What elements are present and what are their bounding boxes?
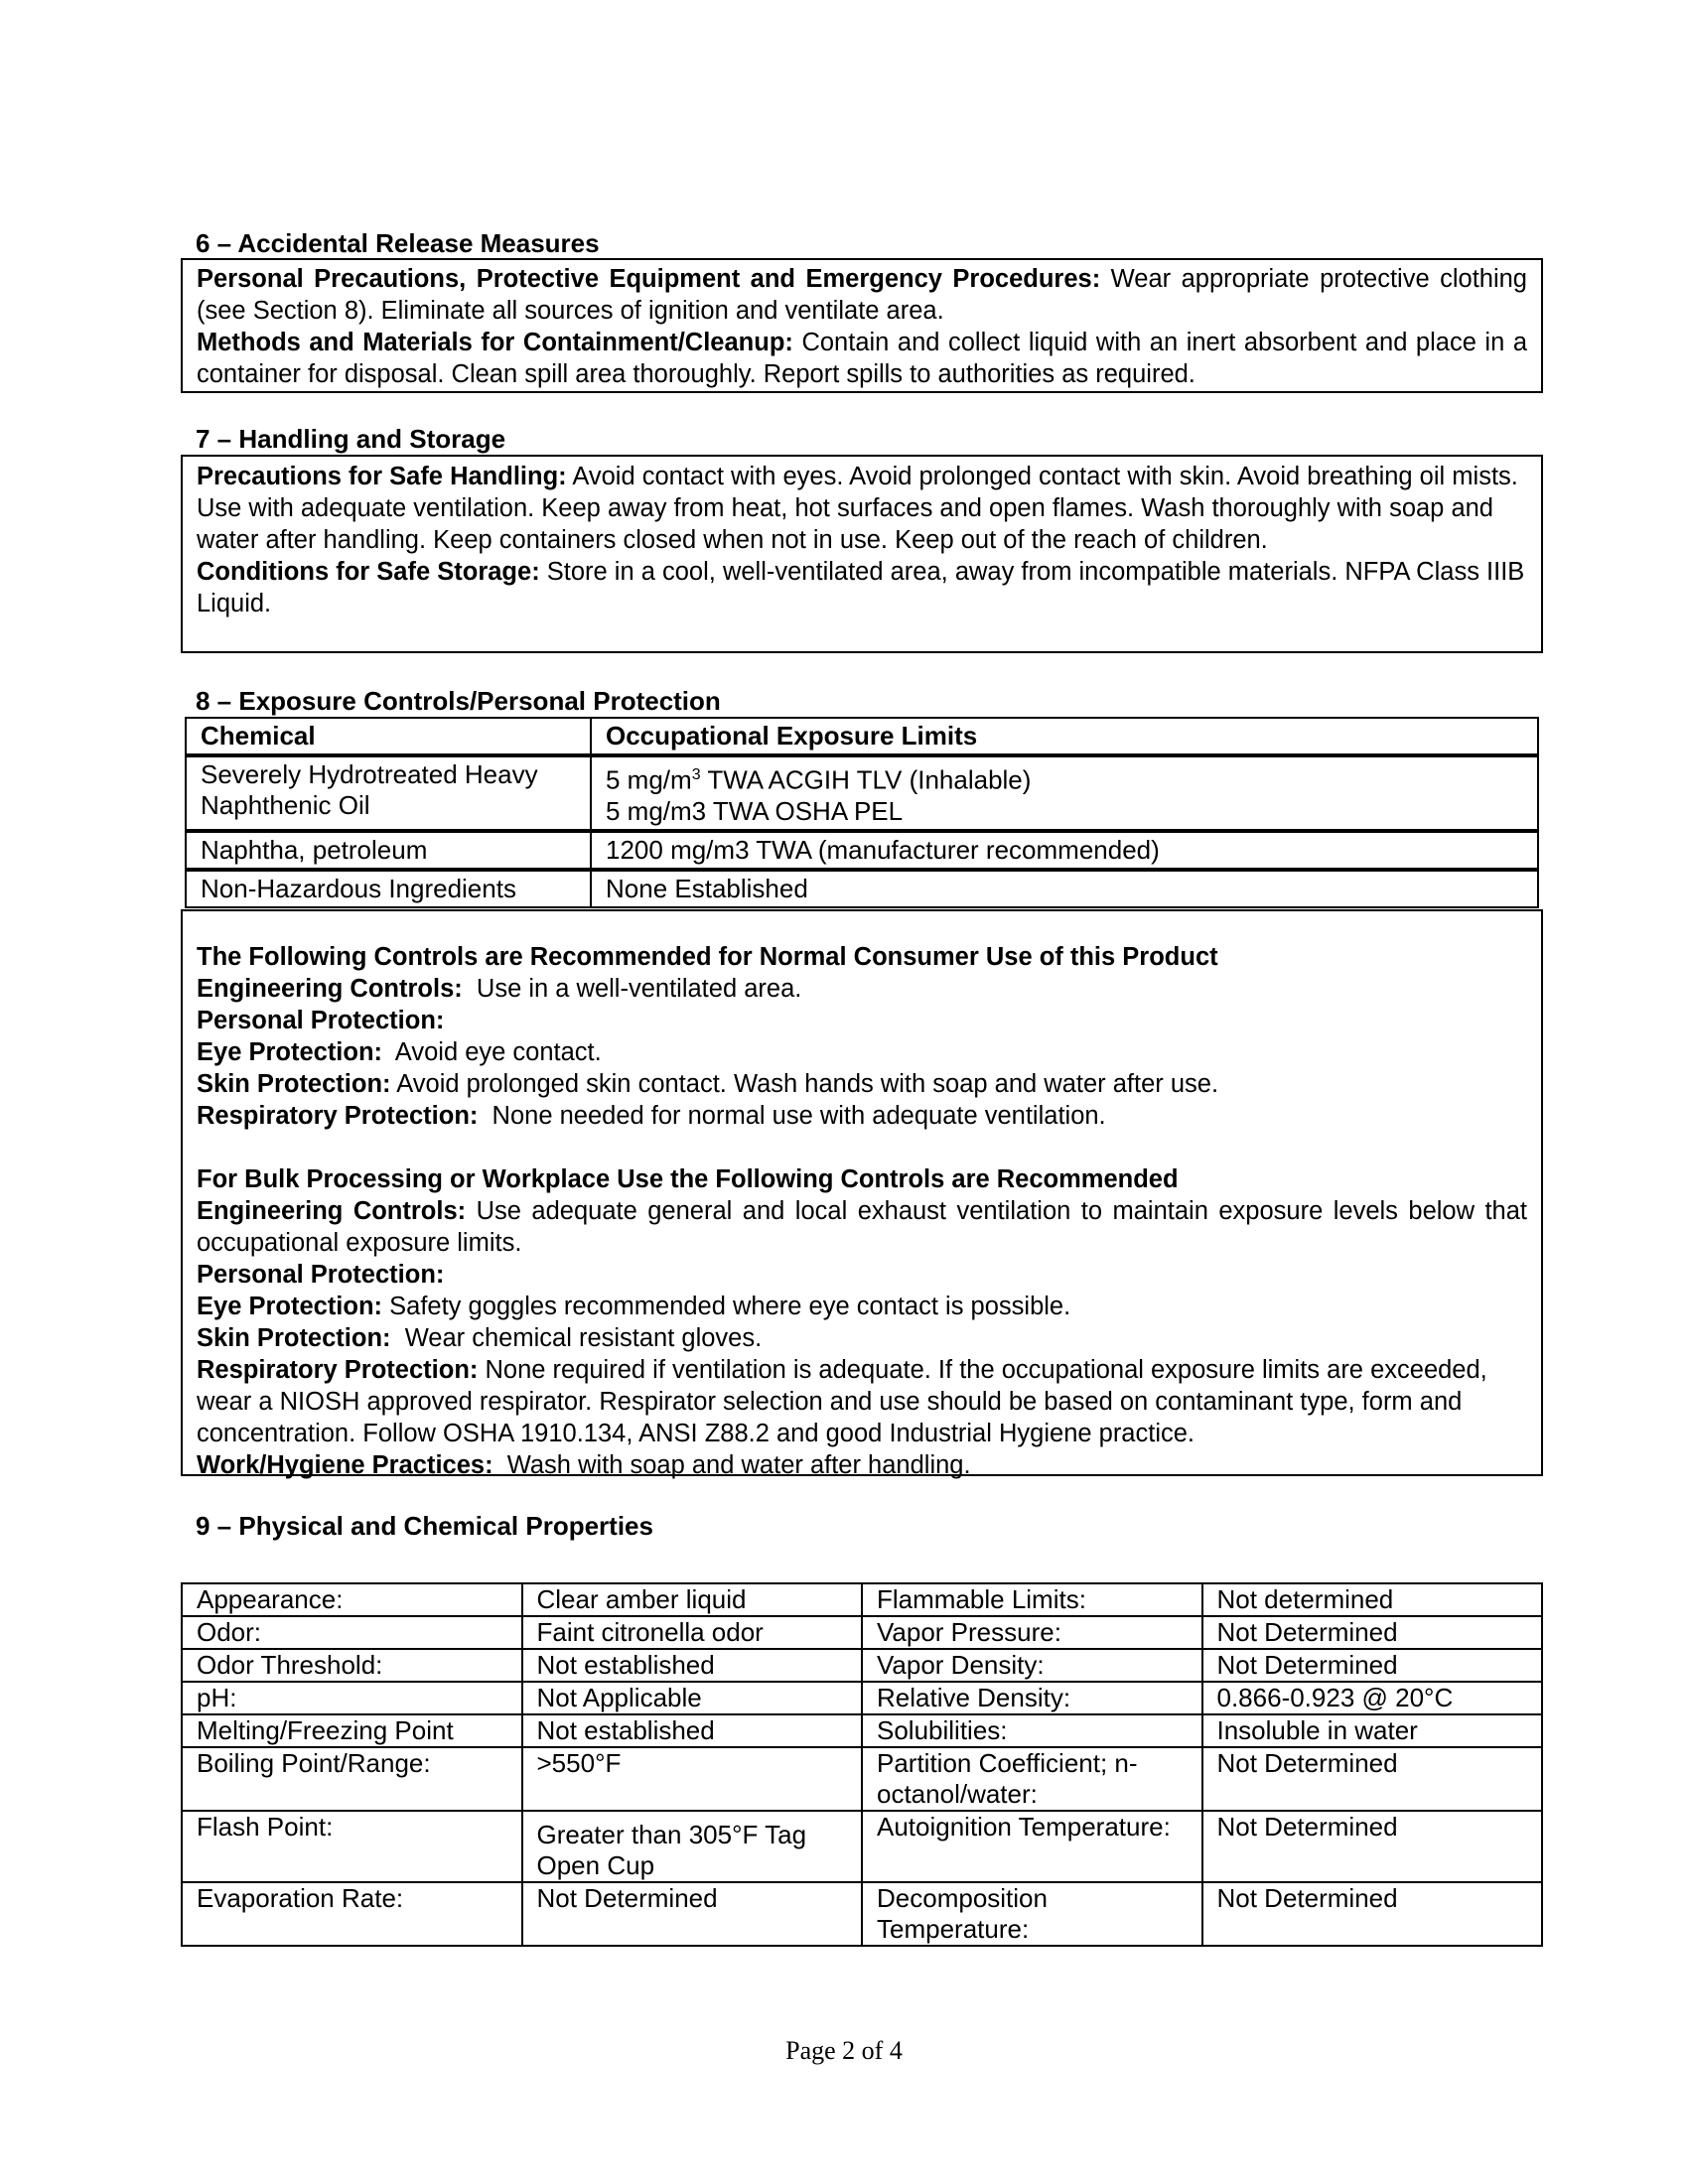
spacer [197,1132,1527,1163]
consumer-engineering [197,973,1527,1005]
table-row [182,1747,1542,1811]
property-value-cell: Greater than 305°F Tag Open Cup [522,1811,863,1882]
exposure-table-header-row [186,718,1538,755]
table-row [186,831,1538,870]
bulk-skin-text: Wear chemical resistant gloves. [390,1324,763,1352]
section-8-controls-box [181,909,1543,1479]
property-name-cell: Evaporation Rate: [182,1882,522,1946]
bulk-personal-protection [197,1259,1527,1291]
exposure-limit-line [606,759,1523,796]
property-name-cell: pH: [182,1682,522,1714]
property-name-cell: Decomposition Temperature: [862,1882,1202,1946]
exposure-limit-pre: 5 mg/m [606,764,692,795]
exposure-chemical-cell: Naphtha, petroleum [186,831,591,870]
section-7-handling-text: Avoid contact with eyes. Avoid prolonged contact with skin. Avoid breathing oil mists. Use with adequate ventilation. Keep away from heat, hot surfaces and open flames. Wash thoroughly with soap and water after handling. Keep containers closed when not in use. Keep out of the reach of children. [197,463,1518,554]
consumer-heading-text: The Following Controls are Recommended for Normal Consumer Use of this Product [197,943,1218,971]
consumer-skin-label: Skin Protection: [197,1070,391,1098]
section-6-containment-text: Contain and collect liquid with an inert absorbent and place in a container for disposal. Clean spill area thoroughly. Report spills to authorities as required. [197,329,1528,388]
section-6-precautions-label: Personal Precautions, Protective Equipment and Emergency Procedures: [197,265,1101,293]
property-value-cell: 0.866-0.923 @ 20°C [1202,1682,1543,1714]
bulk-engineering-text: Use adequate general and local exhaust ventilation to maintain exposure levels below that occupational exposure limits. [197,1197,1528,1257]
consumer-eye-text: Avoid eye contact. [382,1038,602,1066]
property-value-cell: Not determined [1202,1583,1543,1616]
consumer-skin [197,1068,1527,1100]
property-name-cell: Odor: [182,1616,522,1649]
property-name-cell: Boiling Point/Range: [182,1747,522,1811]
physical-properties-table [181,1582,1543,1947]
property-name-cell: Odor Threshold: [182,1649,522,1682]
property-name-cell: Relative Density: [862,1682,1202,1714]
property-name-cell: Melting/Freezing Point [182,1714,522,1747]
table-row [182,1616,1542,1649]
consumer-personal-protection-label: Personal Protection: [197,1007,445,1034]
exposure-limit-cell: None Established [591,870,1538,907]
property-value-cell: Not Determined [1202,1811,1543,1882]
exposure-limit-sup: 3 [691,766,701,783]
section-6-containment-label: Methods and Materials for Containment/Cleanup: [197,329,793,356]
section-6-title: 6 – Accidental Release Measures [196,228,600,258]
section-7-handling-label: Precautions for Safe Handling: [197,463,567,490]
bulk-skin [197,1322,1527,1354]
page-number: Page 2 of 4 [785,2036,903,2065]
bulk-respiratory-label: Respiratory Protection: [197,1356,479,1384]
exposure-chemical-cell: Severely Hydrotreated Heavy Naphthenic Oil [186,755,591,831]
section-6-precautions [197,263,1527,327]
consumer-heading [197,941,1527,973]
bulk-eye [197,1291,1527,1322]
consumer-skin-text: Avoid prolonged skin contact. Wash hands with soap and water after use. [390,1070,1219,1098]
bulk-work-hygiene-label: Work/Hygiene Practices: [197,1451,493,1479]
exposure-chemical-cell: Non-Hazardous Ingredients [186,870,591,907]
section-7-storage-text: Store in a cool, well-ventilated area, away from incompatible materials. NFPA Class IIIB Liquid. [197,558,1525,617]
bulk-personal-protection-label: Personal Protection: [197,1261,445,1289]
consumer-eye-label: Eye Protection: [197,1038,383,1066]
property-value-cell: Not Applicable [522,1682,863,1714]
exposure-limits-table [185,717,1539,908]
consumer-personal-protection [197,1005,1527,1036]
section-6-containment [197,327,1527,390]
bulk-heading-text: For Bulk Processing or Workplace Use the Following Controls are Recommended [197,1165,1179,1193]
table-row [186,870,1538,907]
section-6-precautions-text: Wear appropriate protective clothing (see Section 8). Eliminate all sources of ignition and ventilate area. [197,265,1527,325]
property-value-cell: Not Determined [1202,1747,1543,1811]
property-name-cell: Partition Coefficient; n-octanol/water: [862,1747,1202,1811]
bulk-eye-text: Safety goggles recommended where eye contact is possible. [382,1293,1071,1320]
section-6-box [181,258,1543,393]
consumer-engineering-text: Use in a well-ventilated area. [462,975,802,1003]
exposure-limit-cell [591,755,1538,831]
physical-properties-body [182,1583,1542,1946]
bulk-respiratory-text: None required if ventilation is adequate. If the occupational exposure limits are exceeded, wear a NIOSH approved respirator. Respirator selection and use should be based on contaminant type, form and concentration. Follow OSHA 1910.134, ANSI Z88.2 and good Industrial Hygiene practice. [197,1356,1487,1447]
property-value-cell: Faint citronella odor [522,1616,863,1649]
bulk-skin-label: Skin Protection: [197,1324,391,1352]
exposure-limit-cell: 1200 mg/m3 TWA (manufacturer recommended) [591,831,1538,870]
property-value-cell: Not Determined [1202,1882,1543,1946]
consumer-respiratory-label: Respiratory Protection: [197,1102,479,1130]
property-name-cell: Vapor Density: [862,1649,1202,1682]
section-7-storage [197,556,1527,619]
property-value-cell: Not Determined [1202,1649,1543,1682]
table-row [182,1649,1542,1682]
property-name-cell: Vapor Pressure: [862,1616,1202,1649]
property-value-cell: Not established [522,1649,863,1682]
section-8-title: 8 – Exposure Controls/Personal Protection [196,686,721,716]
section-7-storage-label: Conditions for Safe Storage: [197,558,540,586]
property-value-cell: Not Determined [522,1882,863,1946]
bulk-respiratory [197,1354,1527,1449]
bulk-engineering [197,1195,1527,1259]
exposure-header-chemical: Chemical [186,718,591,755]
table-row [182,1714,1542,1747]
consumer-respiratory-text: None needed for normal use with adequate ventilation. [478,1102,1106,1130]
property-value-cell: >550°F [522,1747,863,1811]
consumer-eye [197,1036,1527,1068]
property-name-cell: Appearance: [182,1583,522,1616]
exposure-limit-line-2: 5 mg/m3 TWA OSHA PEL [606,795,904,826]
table-row [182,1583,1542,1616]
property-value-cell: Not established [522,1714,863,1747]
property-name-cell: Autoignition Temperature: [862,1811,1202,1882]
exposure-header-limits: Occupational Exposure Limits [591,718,1538,755]
bulk-eye-label: Eye Protection: [197,1293,383,1320]
bulk-work-hygiene [197,1449,1527,1481]
property-value-cell: Clear amber liquid [522,1583,863,1616]
consumer-engineering-label: Engineering Controls: [197,975,463,1003]
property-name-cell: Flammable Limits: [862,1583,1202,1616]
section-7-handling [197,461,1527,556]
bulk-heading [197,1163,1527,1195]
property-value-cell: Insoluble in water [1202,1714,1543,1747]
consumer-respiratory [197,1100,1527,1132]
property-value-cell: Not Determined [1202,1616,1543,1649]
exposure-limit-post: TWA ACGIH TLV (Inhalable) [700,764,1032,795]
table-row [186,755,1538,831]
property-name-cell: Flash Point: [182,1811,522,1882]
table-row [182,1811,1542,1882]
bulk-work-hygiene-text: Wash with soap and water after handling. [492,1451,971,1479]
section-7-title: 7 – Handling and Storage [196,424,506,454]
table-row [182,1882,1542,1946]
section-7-box [181,455,1543,653]
section-9-title: 9 – Physical and Chemical Properties [196,1511,653,1541]
table-row [182,1682,1542,1714]
property-name-cell: Solubilities: [862,1714,1202,1747]
bulk-engineering-label: Engineering Controls: [197,1197,467,1225]
